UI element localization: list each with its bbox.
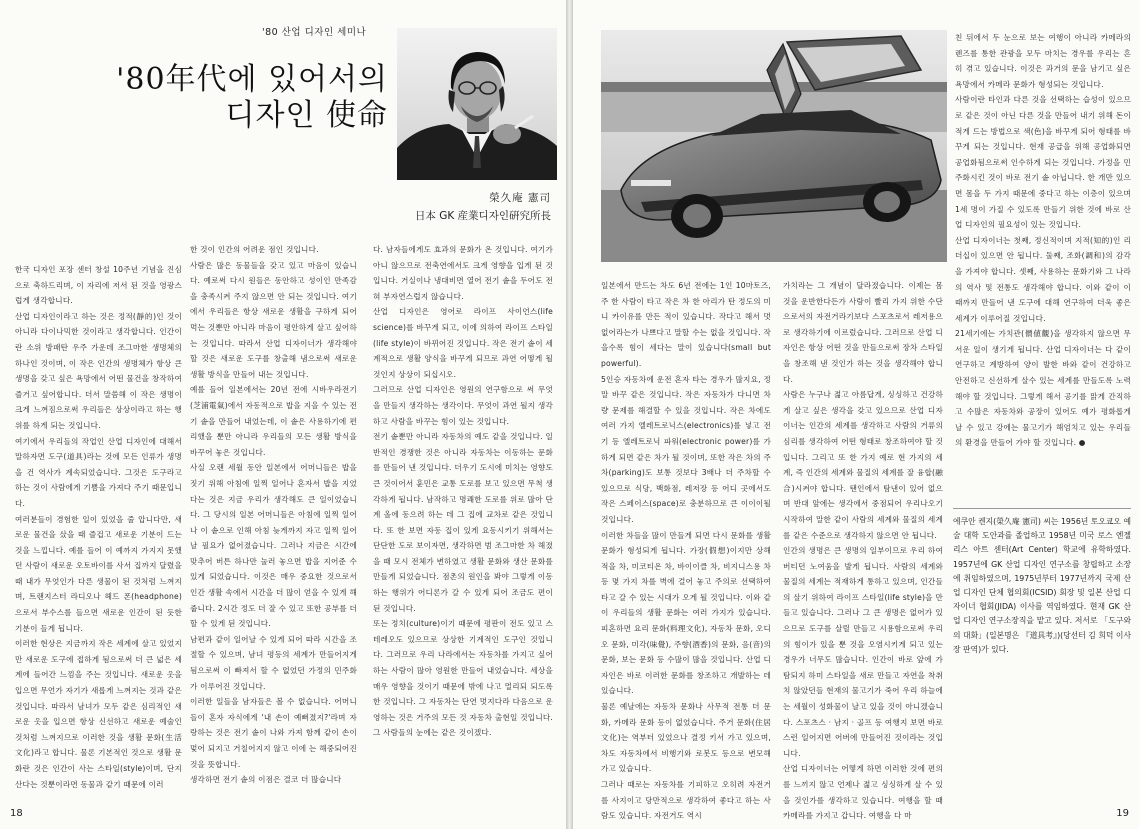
page-number-left: 18: [10, 808, 23, 819]
right-column-1: 일본에서 만드는 차도 6년 전에는 1인 10마토즈, 주 한 사람이 타고 작은 차 한 아리가 탄 정도의 미니 카이유를 만든 적이 있습니다. 작다고 해서 멋없어라는가 나쁘다고 말할 수는 없을 것입니다. 작을수록 힘이 세다는 말이 있습니다(small but powerful). 5인승 자동차에 운전 혼자 타는 경우가 많지요, 정말 바꾸 같은 것입니다. 작은 자동차가 다니면 차량 문제를 해결할 수 있을 것입니다. 작은 차에도 여러 가지 엘레트로닉스(electronics)를 넣고 전기 등 엘레트로닉 파워(electronic power)를 가하게 되면 같은 차가 될 것이며, 또한 작은 차의 주차(parking)도 보통 것보다 3배나 더 주차할 수 있으므로 식당, 백화점, 레저장 등 어디 곳에서도 작은 스페이스(space)로 충분하므로 큰 이이이될 것입니다. 이러한 차들을 많이 만들게 되면 다시 문화를 생활 문화가 형성되게 됩니다. 가장(假想)이지만 상해적을 차, 미코티온 차, 바이이클 차, 비지니스용 차 등 몇 가지 차를 벽에 걸어 놓고 주의로 선택하여 타고 갈 수 있는 시대가 오게 될 것입니다. 이와 같이 우리들의 생활 문화는 여러 가지가 있습니다. 피혼하면 요리 문화(料理文化), 자동차 문화, 오디오 문화, 미각(味覺), 주향(酒香)의 문화, 음(音)의 문화, 보는 문화 등 수많이 많을 것입니다. 산업 디자인은 바로 이러한 문화를 창조하고 개발하는 데 있습니다. 물론 예날에는 자동차 문화나 사무적 전통 더 문화, 카메라 문화 등이 없었습니다. 주거 문화(住居文化)는 역부터 있었으나 결정 키서 가고 있으며, 차도 자동차에서 비행기와 로봇도 등으로 변모해 가고 있습니다. 그러나 때로는 자동차를 기피하고 오히려 자전거를 사지이고 당만적으로 생각하여 좋다고 하는 사람도 있습니다. 자전거도 역시: [601, 281, 771, 821]
title-line-1: '80年代에 있어서의: [116, 62, 388, 97]
concept-car-photo: [601, 30, 947, 262]
binding-gutter: [566, 0, 573, 829]
left-column-3: 다. 남자들에게도 효과의 문화가 온 것입니다. 여기가 아니 않으므로 전축연에서도 크게 영향을 입게 된 것입니다. 거실이나 냉대비면 열어 전기 솥을 두어도 전혀 부자연스럽지 않습니다. 산업 디자인은 영어로 라이프 사이언스(life science)를 바꾸게 되고, 이에 의하여 라이프 스타일(life style)이 바뀌어진 것입니다. 작은 전기 솥이 세계적으로 생활 양식을 바꾸게 되므로 과연 어떻게 될 것인지 상상이 되십시오. 그러므로 산업 디자인은 영원의 연구함으로 써 무엇을 만들지 생각하는 생각이다. 무엇이 과연 될지 생각하고 사람을 바꾸는 힘이 있는 것입니다. 전기 솥뿐만 아니라 자동차의 예도 같을 것입니다. 일반적인 경쟁한 것은 아니라 자동차는 이동하는 문화를 만들어 낸 것입니다. 더우기 도시에 미치는 영향도 큰 것이어서 훈민은 교통 도로를 보고 있으면 무척 생각하게 됩니다. 남작하고 명쾌한 도로를 위로 많아 단계 올에 동으려 하는 데 그 집에 교차로 같은 것입니다. 또 한 보면 자동 집이 있게 요동시키기 위해서는 단단한 도로 보이자면, 생각하면 범 조그마한 차 해졌을 때 모시 전체가 변하였고 생활 문화와 생산 문화를 만들게 되었습니다. 점촌의 원인을 봐야 그렇게 이동하는 행위가 어디론가 갈 수 있게 되어 조금도 편이 된 것입니다. 또는 정치(culture)이기 때문에 평판이 전도 있고 스테레오도 있으므로 상상한 기계적인 도구인 것입니다. 그러므로 우리 나라에서는 자동차를 가지고 싶어하는 사람이 많아 영원한 만들어 내었습니다. 세상을 매우 영향을 것이기 때문에 밖에 나고 멀리되 되도록 한 것입니다. 그 자동차는 단연 멋지다라 다음으로 운영하는 것은 거주의 모든 것 자동차 출현일 것입니다. 그 사람들의 눈에는 같은 것이겠다.: [373, 245, 553, 738]
left-column-2: 한 것이 인간의 어려운 점인 것입니다. 사람은 많은 동물들을 갖고 있고 마음이 있습니다. 예로써 다시 원들은 동안하고 성이인 만족감을 충족시켜 주지 않으면 안 되는 것입니다. 여기에서 우리들은 항상 새로운 생활을 구하게 되어 먹는 것뿐만 아니라 마음이 평안하게 살고 싶어하는 것입니다. 따라서 산업 디자이너가 생각해야 할 것은 새로운 도구를 창출해 냄으로써 새로운 생활 방식을 만들어 내는 것입니다. 예를 들어 일본에서는 20년 전에 시바우라전기(芝浦電氣)에서 자동적으로 밥을 지을 수 있는 전기 솥을 만들어 내었는데, 이 솥은 사용하기에 편리했을 뿐만 아니라 우리들의 모든 생활 방식을 바꾸어 놓은 것입니다. 사실 오랜 세월 동안 일본에서 어머니들은 밥을 짓기 위해 아침에 일찍 일어나 혼자서 밥을 지었다는 것은 지금 우리가 생각해도 큰 일이었습니다. 그 당시의 일본 어머니들은 아침에 일찍 일어나 이 솥으로 인해 아침 늦게까지 자고 일찍 일어날 필요가 없어졌습니다. 그러나 지금은 시간에 맞추어 버튼 하나만 눌러 놓으면 밥을 지어준 수 있게 되었습니다. 이것은 매우 중요한 것으로서 인간 생활 속에서 시간을 더 많이 얻을 수 있게 해줍니다. 2시간 정도 더 잘 수 있고 또한 공부를 더 할 수 있게 된 것입니다. 남편과 같이 일어날 수 있게 되어 따라 시간을 조절할 수 있으며, 남녀 평등의 세계가 만들어지게 됨으로써 이 빠져서 할 수 없었던 가정의 민주화가 이루어진 것입니다. 이러한 일들을 남자들은 볼 수 없습니다. 어머니들이 혼자 자식에게 '내 손이 예뻐졌지?'라며 자랑하는 것은 전기 솥이 나와 가져 함께 같이 손이 멎어 되지고 거칠어지지 않고 이에 는 해중되어진 것을 뜻합니다. 생각하면 전기 솥의 이점은 결코 더 많습니다: [190, 245, 357, 785]
right-column-3: 친 뒤에서 두 눈으로 보는 여행이 아니라 카메라의 렌즈를 통한 관광을 모두 마치는 경우를 우리는 흔히 겪고 있습니다. 이것은 과거의 문을 남기고 싶은 욕망에서 카메라 문화가 형성되는 것입니다. 사람이란 타인과 다른 것을 선택하는 습성이 있으므로 같은 것이 아닌 다른 것을 만들어 내기 위해 돈이 적게 드는 방법으로 색(色)을 바꾸게 되어 형태를 바꾸게 되는 것입니다. 현재 공급을 위해 공업화되면 공업화됨으로써 인수하게 되는 것입니다. 가정을 민주화시킨 것이 바로 전기 솥 아닙니다. 한 개만 있으면 몸을 두 가지 때문에 중다고 하는 이층이 있으며 1세 명이 가질 수 있도록 만들기 위한 것에 바로 산업 디자인의 필요성이 있는 것입니다. 산업 디자이너는 첫째, 정신적이며 지적(知的)인 리더십이 있으면 안 됩니다. 둘째, 조화(調和)의 감각을 가져야 합니다. 셋째, 사용하는 문화기와 그 나라의 역사 및 전통도 생각해야 합니다. 이와 같이 이 때까지 만들어 낸 도구에 대해 연구하여 더욱 좋은 세계가 이루어질 것입니다. 21세기에는 가치관(價値觀)을 생각하지 않으면 무서운 일이 생기게 됩니다. 산업 디자이너는 다 같이 연구하고 계방하여 양이 발한 바와 같이 건강하고 안전하고 신선하게 살수 있는 세계를 만들도록 노력해야 할 것입니다. 그렇게 해서 공기를 맑게 간직하고 수많은 자동차와 공장이 있어도 예가 평화롭게 날 수 있고 강에는 물고기가 해엄치고 있는 우리들의 환경을 만들어 가야 할 것입니다. ●: [955, 33, 1131, 448]
byline: [415, 190, 551, 223]
right-page: [573, 0, 1139, 829]
author-portrait: [397, 28, 557, 180]
title-line-2: 디자인 使命: [225, 98, 388, 133]
bio-divider: [953, 508, 1131, 509]
series-label: '80 산업 디자인 세미나: [262, 27, 367, 38]
page-number-right: 19: [1116, 808, 1129, 819]
author-affiliation: 日本 GK 産業디자인硏究所長: [414, 210, 551, 222]
author-name: 榮久庵 憲司: [489, 192, 551, 204]
article-title: [88, 62, 388, 134]
right-column-2: 가치라는 그 개념이 달라졌습니다. 이제는 몸 것을 운반한다든가 사람이 빨리 가지 위한 수단으로서의 자전거라기보다 스포츠로서 레저용으로 생각하기에 이르렀습니다. 그러므로 산업 디자인은 항상 어떤 것을 만들으로써 장차 스타일을 창조해 낸 것인가 하는 것을 생각해야 합니다. 사람은 누구나 젊고 아름답게, 싱싱하고 건강하게 살고 싶은 생각을 갖고 있으므로 산업 디자이너는 인간의 세계를 생각하고 사람의 거류의 심리를 생각하여 어떤 형태로 창조하여야 할 것입니다. 그리고 또 한 가지 예로 현 가지의 세계, 즉 인간의 세계와 물질의 세계를 잘 융합(融合)시켜야 합니다. 탠인에서 탐낸이 있어 없으며 반대 앞에는 생각에서 중점되어 우리나오기 시작하여 말한 같이 사람의 세계와 물질의 세계를 같은 수준으로 생각하지 않으면 안 됩니다. 인간의 생명은 큰 생명의 일부이므로 우리 하여 버티던 노여움을 발게 됩니다. 사람의 세계와 물질의 세계는 적재하게 통하고 있으며, 인간들의 살기 위하여 라이프 스타일(life style)을 만들고 있습니다. 그러나 그 큰 생명은 없어가 있으므로 도구를 살릴 만들고 시용함으로써 우리의 힘이가 있을 뿐 것을 오염시키게 되고 있는 경우가 너무도 많습니다. 인간이 바로 앞에 가탐되지 하미 스타일을 새로 만들고 자연을 착취치 않았던들 현재의 물고기가 죽어 우리 하늘에는 세월이 성화물이 날고 있을 것이 아니겠습니다. 스포츠스 · 남지 · 골프 등 여행지 보면 바로스런 일어지면 어버에 만들어진 것이라는 것입니다. 산업 디자이너는 어떻게 하면 이러한 것에 편의를 느끼지 않고 언제나 젊고 싱싱하게 살 수 있을 것인가를 생각하고 있습니다. 여행을 할 때 카메라를 가지고 갑니다. 여행을 다 마: [783, 281, 943, 821]
left-column-1: 한국 디자인 포장 센터 창설 10주년 기념을 진심으로 축하드리며, 이 자리에 저서 된 것을 영광스럽게 생각합니다. 산업 디자인이라고 하는 것은 정적(靜的)인 것이 아니라 다이나믹한 것이라고 생각합니다. 인간이란 소위 방패탄 우주 가운데 조그마한 생명체의 하나인 것이며, 이 작은 인간의 생명체가 항상 큰 생명을 갖고 싶은 욕망에서 어떤 물건을 창작하여 즐거고 싶어합니다. 더서 말씀해 이 작은 생명이 크게 느껴짐으로써 우리들은 상상이라고 하는 행위를 하게 되는 것입니다. 여기에서 우리들의 작업인 산업 디자인에 대해서 말하자면 도구(道具)라는 것에 모든 인류가 생명을 건 역사가 계속되었습니다. 그것은 도구라고 하는 것이 사람에게 기쁨을 가져다 주기 때문입니다. 여러분들이 경험한 일이 있었을 줄 압니다만, 새로운 물건을 샀을 때 즐겁고 새로운 기분이 드는 것을 느낍니다. 예를 들어 이 예까지 가지지 못했던 사람이 새로운 오토바이를 사서 집까지 달렸을 때 내가 무엇인가 다른 생물이 된 것처럼 느껴지며, 트랜지스터 라디오나 헤드 폰(headphone)으로서 부수스를 들으면 새로운 인간이 된 듯한 기분이 들게 됩니다. 이러한 현상은 지금까지 작은 세계에 살고 있었지만 새로운 도구에 접하게 됨으로써 더 큰 넓은 세계에 들어간 느낌을 주는 것입니다. 새로운 옷을 입으면 무언가 자기가 새롭게 느껴지는 것과 같은 것입니다. 따라서 남녀가 모두 같은 심리적인 새로운 옷을 입으면 항상 신선하고 새로운 예술인 것처럼 느껴지므로 이러한 것을 생활 문화(生活文化)라고 합니다. 물론 기본적인 것으로 생활 문화란 것은 인간이 사는 스타일(style)이며, 단지 산다는 것뿐이라면 동물과 같기 때문에 이러: [15, 265, 182, 789]
author-biography: 에쿠안 켄지(榮久庵 憲司) 씨는 1956년 토오쿄오 예술 대학 도안과를 졸업하고 1958년 미국 로스 엔젤리스 아트 센터(Art Center) 학교에 유학하였다. 1957년에 GK 산업 디자인 연구소를 창립하고 소장에 취임하였으며, 1975년부터 1977년까지 국제 산업 디자인 단체 협의회(ICSID) 회장 및 일본 산업 디자이너 협회(JIDA) 이사를 역임하였다. 현재 GK 산업 디자인 연구소장직을 맡고 있다. 저서로 「도구와의 대화」(일본명은 『道具考』)(당선터 김 희덕 이사장 판역)가 있다.: [953, 517, 1131, 654]
left-page: [0, 0, 566, 829]
